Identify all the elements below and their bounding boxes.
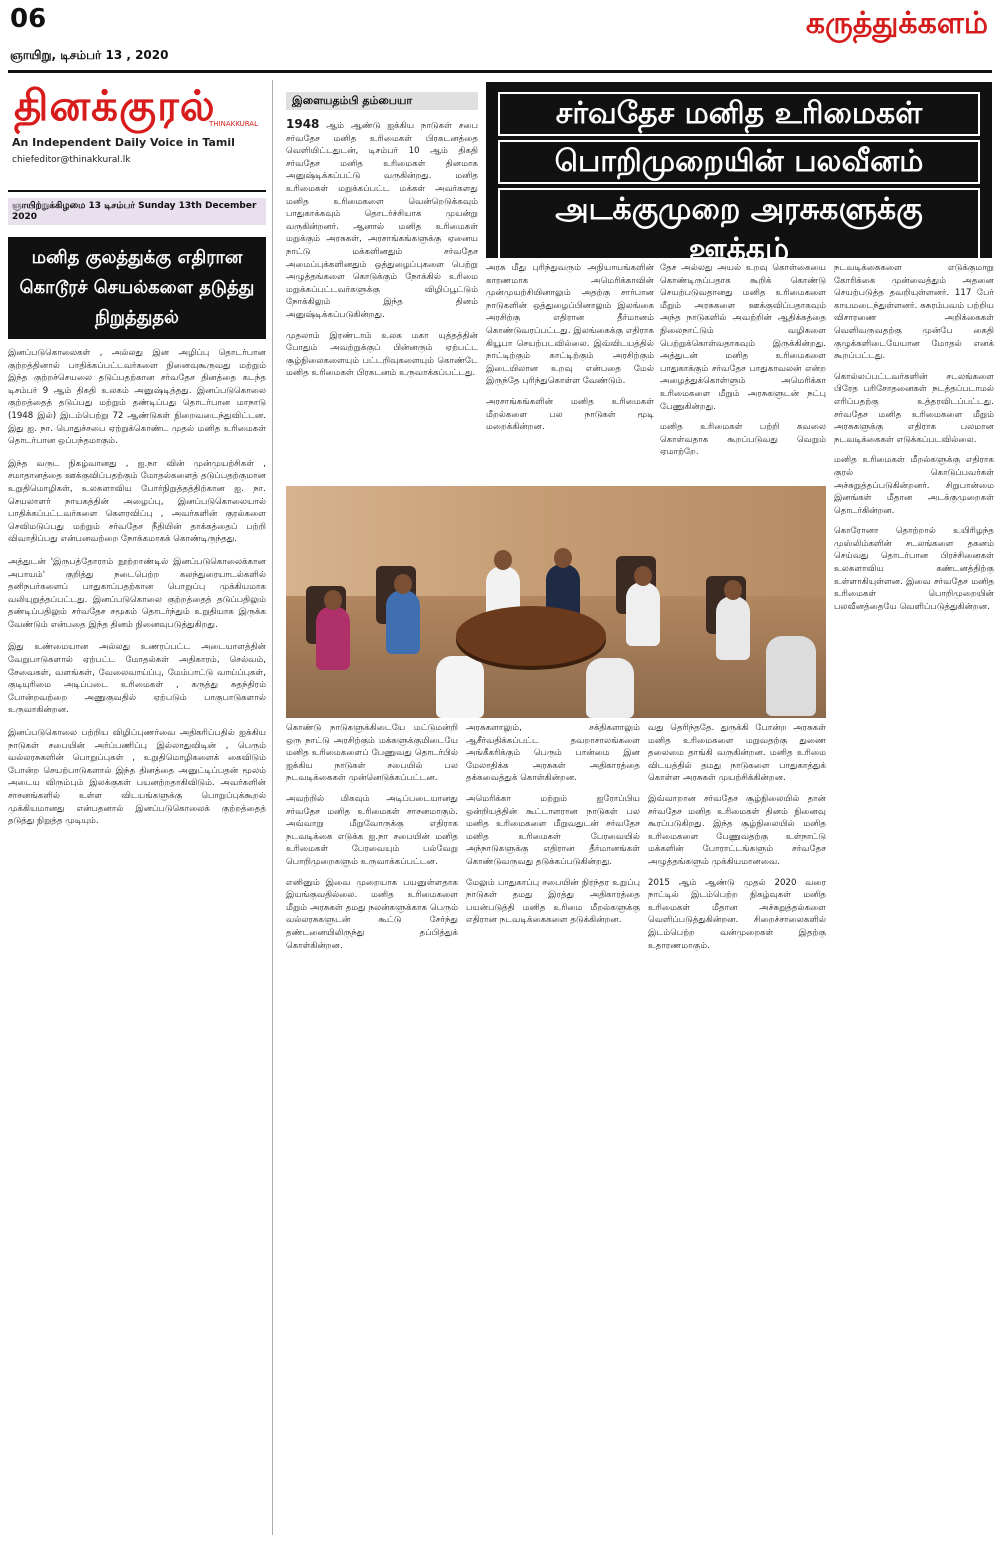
author-byline: இளையதம்பி தம்பையா <box>286 92 478 110</box>
article-paragraph: முதலாம் இரண்டாம் உலக மகா யுத்தத்தின் போதும் அவற்றுக்குப் பின்னரும் ஏற்பட்ட சூழ்நிலைகளையும் பட்டறிவுகளையும் கொண்டே மனித உரிமைகள் பிரகடனம் உருவாக்கப்பட்டது. <box>286 330 478 379</box>
editorial-paragraph: இந்த வருட நிகழ்வானது , ஐ.நா வின் முன்முயற்சிகள் , சமாதானத்தை ஊக்குவிப்பதற்கும் மோதல்களைத் தடுப்பதற்குமான உறுதிமொழிகள், உலகளாவிய போர்நிறுத்தத்திற்கான ஐ. நா. செயலாளர் நாயகத்தின் அழைப்பு, இனப்படுகொலையால் பாதிக்கப்பட்டவர்களை கௌரவிப்பு , அவர்களின் குரல்களை செவிமடுப்பது மற்றும் சர்வதேச நீதியின் தாக்கத்தைப் பற்றி விவாதிப்பது என்பனவற்றை நோக்கமாகக் கொண்டிருந்தது. <box>8 458 266 545</box>
article-paragraph: நடவடிக்கைகளை எடுக்குமாறு கோரிக்கை முன்வைத்தும் அதனை செயற்படுத்த தவறியுள்ளனர். 117 பேர் காயமடைந்துள்ளனர். சுசுரம்பவம் பற்றிய விசாரணை அறிக்கைகள் வெளிவருவதற்கு முன்பே கைதி குழுக்களிடையேயான மோதல் எனக் கூறப்பட்டது. <box>834 263 994 362</box>
article-column-f <box>466 722 640 1537</box>
masthead <box>8 80 266 192</box>
editor-email: chiefeditor@thinakkural.lk <box>12 155 131 165</box>
editorial-body <box>8 347 266 828</box>
editorial-headline: மனித குலத்துக்கு எதிரான கொடூரச் செயல்களை தடுத்து நிறுத்துதல் <box>8 237 266 339</box>
article-paragraph: வது தெரிந்ததே. துருக்கி போன்ற அரசுகள் மனித உரிமைகளை மறுவதற்கு துணை தலைமை தாங்கி வருகின்றன. மனித உரிமை விடயத்தில் தமது நாடுகளை பாதுகாத்துக் கொள்ள அரசுகள் முயற்சிக்கின்றன. <box>648 723 826 784</box>
article-paragraph: அமெரிக்கா மற்றும் ஐரோப்பிய ஒன்றியத்தின் கூட்டாளரான நாடுகள் பல மனித உரிமைகளை மீறுவதுடன் சர்வதேச மனித உரிமைகள் பேரவையில் அந்நாடுகளுக்கு எதிரான தீர்மானங்கள் கொண்டுவருவது தடுக்கப்படுகின்றது. <box>466 793 640 867</box>
article-paragraph: கொல்லப்பட்டவர்களின் சடலங்களை பிரேத பரிசோதனைகள் நடத்தப்படாமல் எரிப்பதற்கு உத்தரவிடப்பட்டது. சர்வதேச மனித உரிமைகளை மீறும் அரசுகளுக்கு எதிராக பலமான நடவடிக்கைகள் எடுக்கப்படவில்லை. <box>834 371 994 445</box>
masthead-tagline: An Independent Daily Voice in Tamil <box>12 136 235 149</box>
article-title <box>486 82 992 267</box>
page-number: 06 <box>10 4 47 34</box>
masthead-dateline: ஞாயிற்றுக்கிழமை 13 டிசம்பர் Sunday 13th December 2020 <box>8 198 266 225</box>
section-title: கருத்துக்களம் <box>805 6 988 41</box>
photo-person-head <box>554 548 572 568</box>
photo-person <box>316 606 350 670</box>
editorial-paragraph: இது உண்மையான அல்லது உணரப்பட்ட அடையாளத்தின் வேறுபாடுகளால் ஏற்பட்ட மோதல்கள் அதிகாரம், செல்வம், சேவைகள், வளங்கள், வேலைவாய்ப்பு, மேம்பாட்டு வாய்ப்புகள், குடியுரிமை அடிப்படை உரிமைகள் , கருத்து சுதந்திரம் போன்றவற்றை அணுகுவதில் ஏற்படும் பாகுபாடுகளால் உருவாகின்றன. <box>8 642 266 716</box>
photo-person <box>626 582 660 646</box>
article-paragraph: மனித உரிமைகள் பற்றி கவலை கொள்வதாக கூறப்படுவது வெறும் ஏமாற்றே. <box>660 422 826 458</box>
editorial-column <box>8 80 273 1535</box>
article-text: ஆம் ஆண்டு ஐக்கிய நாடுகள் சபை சர்வதேச மனித உரிமைகள் பிரகடனத்தை வெளியிட்டதுடன், டிசம்பர் 10 ஆம் திகதி சர்வதேச மனித உரிமைகள் தினமாக அனுஷ்டிக்கப்பட்டு வருகின்றது. மனித உரிமைகள் மறுக்கப்பட்ட மக்கள் அவர்களது மனித உரிமைகளை வென்றெடுக்கவும் பாதுகாக்கவும் தொடர்ச்சியாக முயன்று வருகின்றனர். ஆனால் மனித உரிமைகள் மறுக்கும் அரசுகள், அரசாங்கங்களுக்கு ஏனைய நாட்டு மக்களினதும் சர்வதேச அமைப்புக்களினதும் ஒத்துழைப்புகளை பெற்று அழுத்தங்களை கொடுக்கும் நோக்கில் உரிமை மறுக்கப்பட்டவர்களுக்கு விழிப்பூட்டும் நோக்கிலும் இந்த தினம் அனுஷ்டிக்கப்படுகின்றது. <box>286 121 479 320</box>
article-paragraph: அரசுகளாலும், சக்திகளாலும் ஆசீர்வதிக்கப்பட்ட தவறாசாலங்களை அங்கீகரிக்கும் பெரும் பான்மை இன மேலாதிக்க அரசுகள் அதிகாரத்தை தக்கவைத்துக் கொள்கின்றன. <box>466 723 640 784</box>
masthead-logo-mini: THINAKKURAL <box>208 120 258 128</box>
photo-person <box>386 590 420 654</box>
article-column-g <box>648 722 826 1537</box>
article-title-line: அடக்குமுறை அரசுகளுக்கு ஊக்கம் <box>498 188 980 272</box>
article-paragraph: கொண்டு நாடுகளுக்கிடையே மட்டுமன்றி ஒரு நாட்டு அரசிற்கும் மக்களுக்குமிடையே மனித உரிமைகளைப் பேணுவது தொடர்பில் ஐக்கிய நாடுகள் சபையில் பல நடவடிக்கைகள் முன்னெடுக்கப்பட்டன. <box>286 723 458 784</box>
article-paragraph: மனித உரிமைகள் மீறல்களுக்கு எதிராக குரல் கொடுப்பவர்கள் அச்சுறுத்தப்படுகின்றனர். சிறுபான்மை இனங்கள் மீதான அடக்குமுறைகள் தொடர்கின்றன. <box>834 455 994 516</box>
photo-person-head <box>494 550 512 570</box>
article-paragraph: தேச அல்லது அயல் உறவு கொள்கையை கொண்டிருப்பதாக கூறிக் கொண்டு செயற்படுவதானது மனித உரிமைகளை மீறும் அரசுகளை ஊக்குவிப்பதாகவும் அந்த நாடுகளில் அவற்றின் ஆதிக்கத்தை நிலைநாட்டும் வழிகளை பெற்றுக்கொள்வதாகவும் இருக்கின்றது. அத்துடன் மனித உரிமைகளை பாதுகாக்கும் சர்வதேச பாதுகாவலன் என்ற அழைத்துக்கொள்ளும் அமெரிக்கா உரிமைகளை மீறும் அரசுகளுடன் நட்பு பேணுகின்றது. <box>660 263 826 412</box>
article-column-e <box>286 722 458 1537</box>
photo-person-head <box>324 590 342 610</box>
article-title-line: பொறிமுறையின் பலவீனம் <box>498 140 980 184</box>
photo-person-head <box>394 574 412 594</box>
article-column-c <box>660 262 826 484</box>
photo-person <box>766 636 816 716</box>
article-paragraph: அரசாங்கங்களின் மனித உரிமைகள் மீறல்களை பல நாடுகள் மூடி மறைக்கின்றன. <box>486 396 654 433</box>
photo-person-head <box>724 580 742 600</box>
article-column-b <box>486 262 654 484</box>
article-paragraph: அவற்றில் மிகவும் அடிப்படையானது சர்வதேச மனித உரிமைகள் சாசனமாகும். அவ்வாறு மீறுவோருக்கு எதிராக நடவடிக்கை எடுக்க ஐ.நா சபையின் மனித உரிமைகள் பேரவையும் பல்வேறு பொறிமுறைகளும் உருவாக்கப்பட்டன. <box>286 793 458 867</box>
editorial-paragraph: இனப்படுகொலைகள் , அல்லது இன அழிப்பு தொடர்பான குற்றத்தினால் பாதிக்கப்பட்டவர்களை நினைவுகூருவது மற்றும் இந்த குற்றச்செயலை தடுப்பதற்கான சர்வதேச தினத்தை கடந்த டிசம்பர் 9 ஆம் திகதி உலகம் அனுஷ்டித்தது. இனப்படுகொலை குற்றத்தைத் தடுப்பது மற்றும் தண்டிப்பது தொடர்பான மாநாடு (1948 இல்) இடம்பெற்று 72 ஆண்டுகள் நிறைவடைந்துவிட்டன. இது ஐ. நா. பொதுச்சபை ஏற்றுக்கொண்ட முதல் மனித உரிமைகள் தொடர்பான ஒப்பந்தமாகும். <box>8 348 266 447</box>
article-paragraph: 2015 ஆம் ஆண்டு முதல் 2020 வரை நாட்டில் இடம்பெற்ற நிகழ்வுகள் மனித உரிமைகள் மீதான அச்சுறுத்தல்களை வெளிப்படுத்துகின்றன. சிறைச்சாலைகளில் இடம்பெற்ற வன்முறைகள் இதற்கு உதாரணமாகும். <box>648 877 826 951</box>
article-column-a <box>286 118 478 481</box>
article-column-d <box>834 262 994 1537</box>
lead-year: 1948 <box>286 117 320 131</box>
photo-person <box>586 658 634 718</box>
photo-round-table <box>456 606 606 666</box>
publication-date: ஞாயிறு, டிசம்பர் 13 , 2020 <box>10 48 169 62</box>
editorial-paragraph: இனப்படுகொலை பற்றிய விழிப்புணர்வை அதிகரிப்பதில் ஐக்கிய நாடுகள் சபையின் அர்ப்பணிப்பு இல்லாதுவிடின் , பெரும் வல்லரசுகளின் பொறுப்புகள் , உறுதிமொழிகளைக் கைவிடும் போன்ற செயற்பாடுகளால் இந்த தினத்தை அனுட்டிப்பதன் மூலம் அடைய விரும்பும் இலக்குகள் பயனற்றதாகிவிடும். அவர்களின் சாசனங்களில் உள்ள விடயங்களுக்கு பொறுப்புக்கூறல் முக்கியமானது என்பதனால் இனப்படுகொலைக் குற்றத்தைத் தடுத்து நிறுத்த முடியும். <box>8 728 266 827</box>
article-paragraph: இவ்வாறான சர்வதேச சூழ்நிலையில் தான் சர்வதேச மனித உரிமைகள் தினம் நினைவு கூரப்படுகிறது. இந்த சூழ்நிலையில் மனித உரிமைகளை பேணுவதற்கு உள்நாட்டு மக்களின் போராட்டங்களும் சர்வதேச அழுத்தங்களும் முக்கியமானவை. <box>648 793 826 867</box>
article-paragraph: எனினும் இவை முறையாக பயனுள்ளதாக இயங்குவதில்லை. மனித உரிமைகளை மீறும் அரசுகள் தமது நலன்களுக்காக பெரும் வல்லரசுகளுடன் கூட்டு சேர்ந்து தண்டனையிலிருந்து தப்பித்துக் கொள்கின்றன. <box>286 877 458 951</box>
photo-person <box>436 656 484 718</box>
article-title-line: சர்வதேச மனித உரிமைகள் <box>498 92 980 136</box>
article-paragraph <box>286 118 478 322</box>
editorial-paragraph: அத்துடன் 'இருபத்தோராம் நூற்றாண்டில் இனப்படுகொலைக்கான அபாயம்' குறித்து நடைபெற்ற கலந்துரையாடல்களில் தனிநபர்களைப் பாதுகாப்பதற்கான பொறுப்பு முக்கியமாக வலியுறுத்தப்பட்டது. இனப்படுகொலை குற்றத்தைத் தடுப்பதிலும் தண்டிப்பதிலும் சர்வதேச சமூகம் தொடர்ந்தும் உறுதியாக இருக்க வேண்டும் என்பதை இந்த தினம் நினைவுபடுத்துகிறது. <box>8 556 266 630</box>
article-paragraph: கொரோனா தொற்றால் உயிரிழந்த முஸ்லிம்களின் சடலங்களை தகனம் செய்வது தொடர்பான பிரச்சினைகள் உலகளாவிய கண்டனத்திற்கு உள்ளாகியுள்ளன. இவை சர்வதேச மனித உரிமைகள் பொறிமுறையின் பலவீனத்தையே வெளிப்படுத்துகின்றன. <box>834 526 994 612</box>
article-paragraph: மேலும் பாதுகாப்பு சபையின் நிரந்தர உறுப்பு நாடுகள் தமது இரத்து அதிகாரத்தை பயன்படுத்தி மனித உரிமை மீறல்களுக்கு எதிரான நடவடிக்கைகளை தடுக்கின்றன. <box>466 877 640 926</box>
meeting-photo <box>286 486 826 718</box>
article-paragraph: அரசு மீது புரிந்துவரும் அநியாயங்களின் காரணமாக அமெரிக்காவின் முன்முயற்சியினாலும் அதற்கு சார்பான நாடுகளின் ஒத்துழைப்பினாலும் இலங்கை அரசிற்கு எதிரான தீர்மானம் கொண்டுவரப்பட்டது. இலங்கைக்கு எதிராக கியூபா செயற்படவில்லை. இவ்விடயத்தில் நாட்டிற்கும் காட்டிற்கும் அரசிற்கும் இடையிலான உறவு என்பதை மேல் இருந்தே புரிந்துகொள்ள வேண்டும். <box>486 263 654 387</box>
photo-person-head <box>634 566 652 586</box>
header-rule <box>8 70 992 73</box>
masthead-logo: தினக்குரல் <box>14 81 216 130</box>
photo-person <box>716 596 750 660</box>
